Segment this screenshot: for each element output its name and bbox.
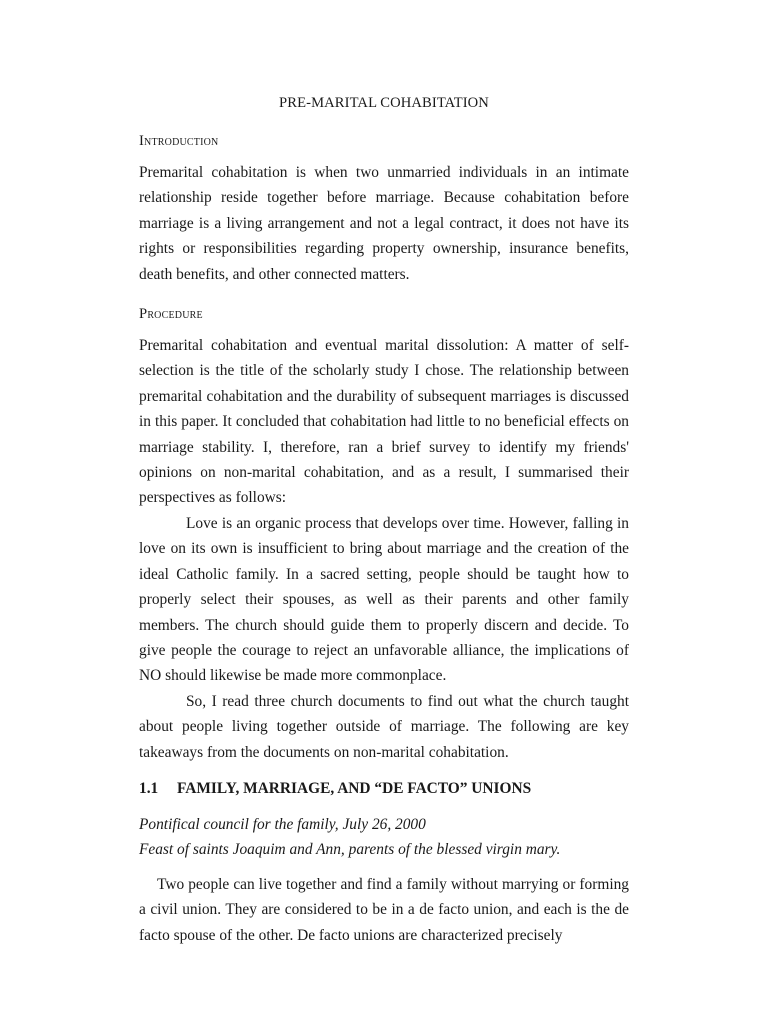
introduction-heading: Introduction (139, 133, 219, 149)
source-line-1: Pontifical council for the family, July 26, 2000 (139, 815, 426, 833)
source-line-2: Feast of saints Joaquim and Ann, parents of the blessed virgin mary. (139, 840, 561, 858)
procedure-paragraph-2: Love is an organic process that develops over time. However, falling in love on its own is insufficient to bring about marriage and the creation of the ideal Catholic family. In a sacred setting, people should be taught how to properly select their spouses, as well as their parents and other family members. The church should guide them to properly discern and decide. To give people the courage to reject an unfavorable alliance, the implications of NO should likewise be made more commonplace. (139, 514, 629, 685)
procedure-paragraph: Premarital cohabitation and eventual marital dissolution: A matter of self-selection is the title of the scholarly study I chose. The relationship between premarital cohabitation and the durability of subsequent marriages is discussed in this paper. It concluded that cohabitation had little to no beneficial effects on marriage stability. I, therefore, ran a brief survey to identify my friends' opinions on non-marital cohabitation, and as a result, I summarised their perspectives as follows: (139, 337, 629, 507)
section-number: 1.1 (139, 779, 159, 797)
section-1-1-paragraph: Two people can live together and find a family without marrying or forming a civil union. They are considered to be in a de facto union, and each is the de facto spouse of the other. De facto unions are characterized precisely (139, 875, 629, 944)
procedure-heading: Procedure (139, 306, 203, 323)
document-title: PRE-MARITAL COHABITATION (279, 95, 489, 111)
document-body (139, 92, 629, 948)
introduction-paragraph: Premarital cohabitation is when two unmarried individuals in an intimate relationship reside together before marriage. Because cohabitation before marriage is a living arrangement and not a legal contract, it does not have its rights or responsibilities regarding property ownership, insurance benefits, death benefits, and other connected matters. (139, 164, 629, 283)
section-title: FAMILY, MARRIAGE, AND “DE FACTO” UNIONS (177, 779, 532, 797)
section-1-1-heading (139, 778, 629, 800)
procedure-paragraph-3: So, I read three church documents to find out what the church taught about people living together outside of marriage. The following are key takeaways from the documents on non-marital cohabitation. (139, 692, 629, 761)
